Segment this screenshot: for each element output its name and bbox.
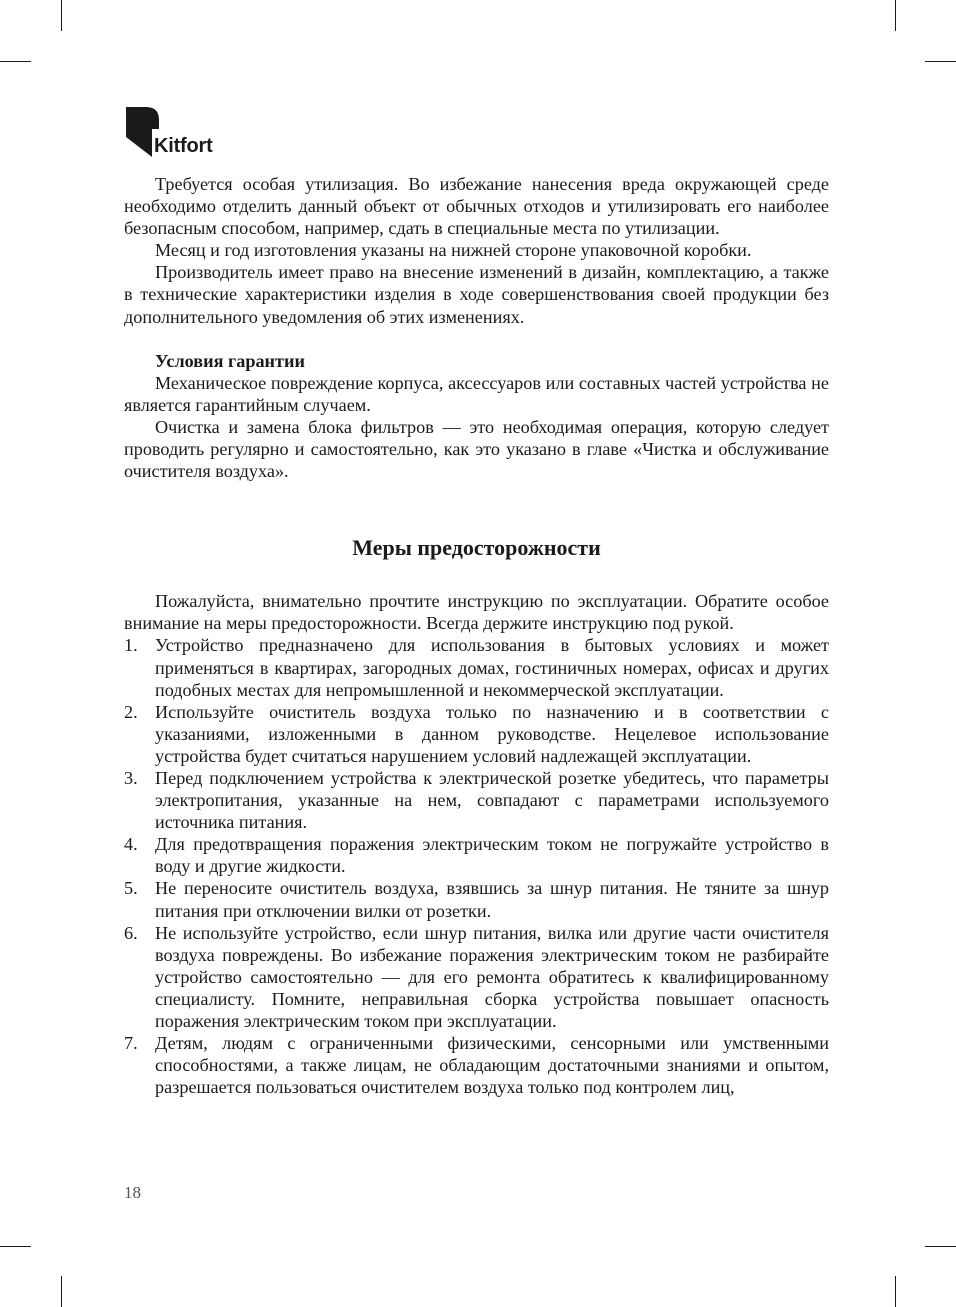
crop-mark xyxy=(925,1246,956,1247)
crop-mark xyxy=(61,0,62,31)
item-text: Не используйте устройство, если шнур питания, вилка или другие части очистителя воздуха повреждены. Во избежание поражения электрическим током не разбирайте устройство самостоятельно — для его ремонта обратитесь к квалифицированному специалисту. Помните, неправильная сборка устройства повышает опасность поражения электрическим током при эксплуатации. xyxy=(155,922,829,1031)
crop-mark xyxy=(0,1246,31,1247)
list-item xyxy=(124,767,829,833)
crop-mark xyxy=(0,61,31,62)
list-item xyxy=(124,701,829,767)
item-text: Для предотвращения поражения электрическим током не погружайте устройство в воду и другие жидкости. xyxy=(155,834,829,877)
safety-intro: Пожалуйста, внимательно прочтите инструкцию по эксплуатации. Обратите особое внимание на меры предосторожности. Всегда держите инструкцию под рукой. xyxy=(124,591,829,634)
section-title: Меры предосторожности xyxy=(352,535,601,561)
brand-name: Kitfort xyxy=(154,135,213,157)
crop-mark xyxy=(61,1276,62,1307)
page-number: 18 xyxy=(124,1183,141,1202)
crop-mark xyxy=(895,1276,896,1307)
list-item xyxy=(124,1032,829,1098)
item-number: 3. xyxy=(124,767,138,788)
item-text: Детям, людям с ограниченными физическими, сенсорными или умственными способностями, а также лицам, не обладающим достаточными знаниями и опытом, разрешается пользоваться очистителем воздуха только под контролем лиц, xyxy=(155,1033,829,1098)
list-item xyxy=(124,634,829,700)
item-text: Не переносите очиститель воздуха, взявшись за шнур питания. Не тяните за шнур питания при отключении вилки от розетки. xyxy=(155,878,829,921)
crop-mark xyxy=(925,61,956,62)
safety-list xyxy=(124,634,829,1098)
list-item xyxy=(124,833,829,877)
kitfort-logo xyxy=(126,107,246,159)
item-number: 6. xyxy=(124,922,138,943)
item-number: 7. xyxy=(124,1033,138,1054)
item-number: 5. xyxy=(124,878,138,899)
page-content xyxy=(124,173,829,1098)
item-text: Перед подключением устройства к электрической розетке убедитесь, что параметры электропитания, указанные на нем, совпадают с параметрами используемого источника питания. xyxy=(155,767,829,833)
item-number: 4. xyxy=(124,834,138,855)
paragraph: Производитель имеет право на внесение изменений в дизайн, комплектацию, а также в технические характеристики изделия в ходе совершенствования своей продукции без дополнительного уведомления об этих изменениях. xyxy=(124,262,829,327)
list-item xyxy=(124,877,829,921)
item-text: Устройство предназначено для использования в бытовых условиях и может применяться в квартирах, загородных домах, гостиничных номерах, офисах и других подобных местах для непромышленной и некоммерческой эксплуатации. xyxy=(155,635,829,700)
crop-mark xyxy=(895,0,896,31)
list-item xyxy=(124,922,829,1032)
paragraph: Очистка и замена блока фильтров — это необходимая операция, которую следует проводить регулярно и самостоятельно, как это указано в главе «Чистка и обслуживание очистителя воздуха». xyxy=(124,416,829,482)
paragraph: Требуется особая утилизация. Во избежание нанесения вреда окружающей среде необходимо отделить данный объект от обычных отходов и утилизировать его наиболее безопасным способом, например, сдать в специальные места по утилизации. xyxy=(124,174,829,239)
item-text: Используйте очиститель воздуха только по назначению и в соответствии с указаниями, изложенными в данном руководстве. Нецелевое использование устройства будет считаться нарушением условий надлежащей эксплуатации. xyxy=(155,701,829,766)
item-number: 2. xyxy=(124,701,138,722)
warranty-heading: Условия гарантии xyxy=(155,350,305,371)
item-number: 1. xyxy=(124,635,138,656)
paragraph: Месяц и год изготовления указаны на нижней стороне упаковочной коробки. xyxy=(155,240,752,261)
paragraph: Механическое повреждение корпуса, аксессуаров или составных частей устройства не является гарантийным случаем. xyxy=(124,372,829,415)
